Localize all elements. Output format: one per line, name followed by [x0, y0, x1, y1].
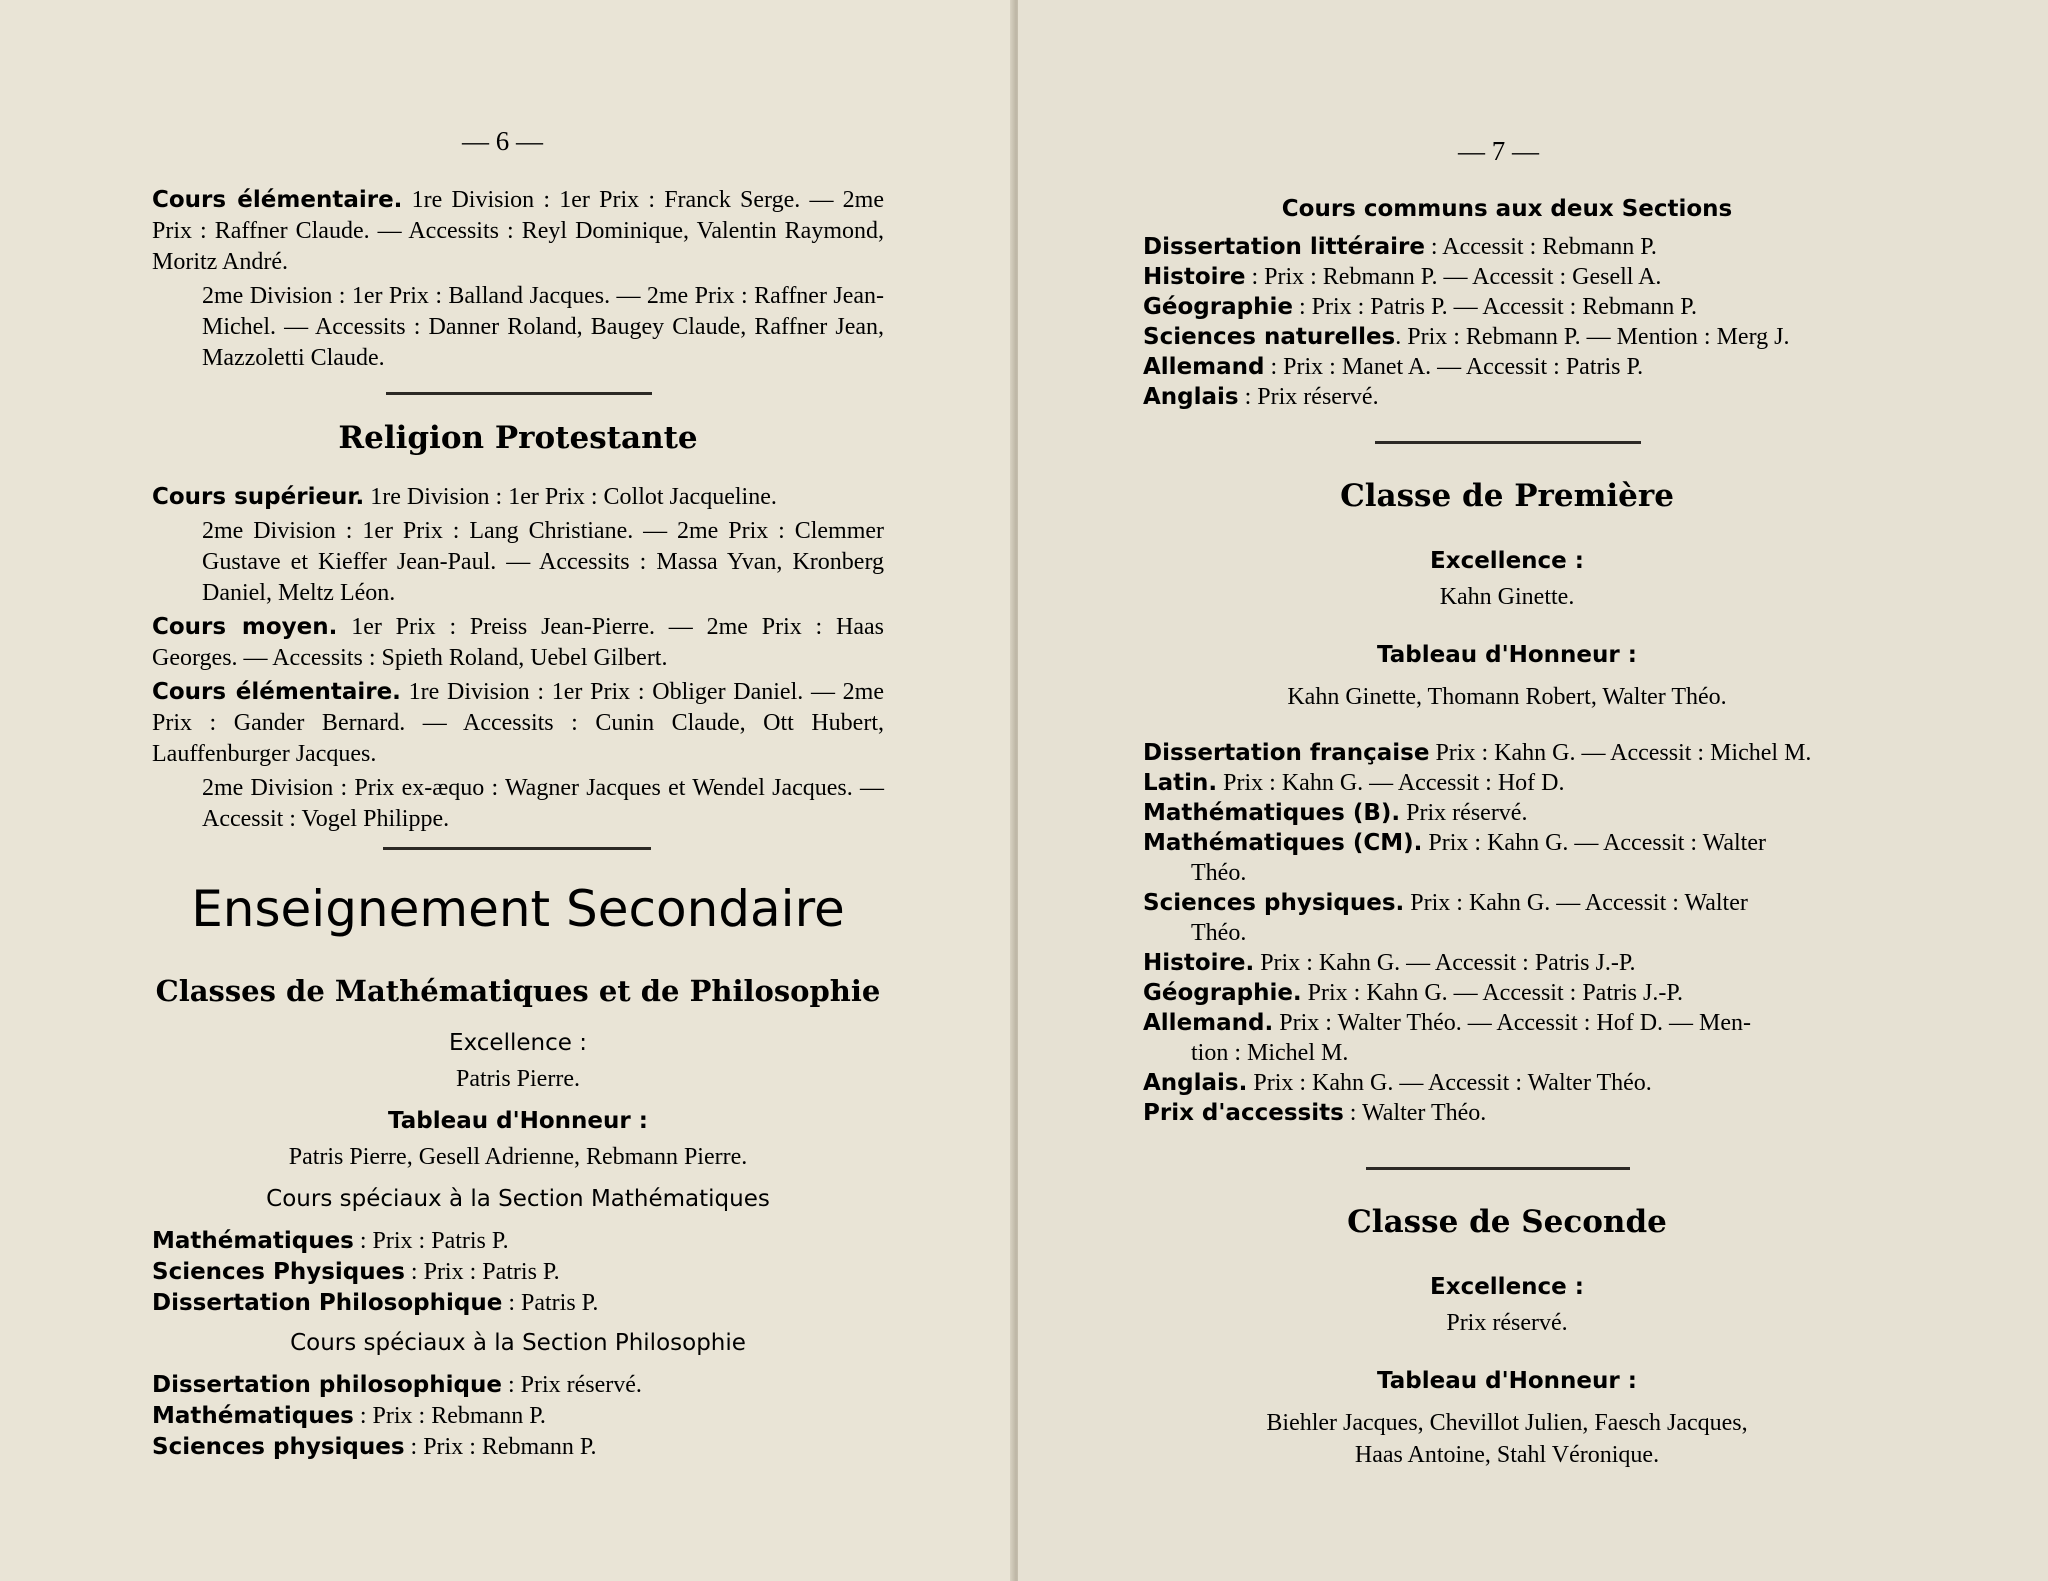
religion-block	[152, 482, 884, 838]
section-heading-secondaire: Enseignement Secondaire	[191, 880, 845, 938]
entry-text: : Prix : Rebmann P.	[353, 1403, 546, 1429]
entry-label: Histoire.	[1143, 950, 1255, 976]
excellence-value: Kahn Ginette.	[1439, 584, 1575, 610]
entry-text: Prix : Kahn G. — Accessit : Walter	[1422, 830, 1766, 856]
entry-text: : Prix : Patris P.	[353, 1228, 509, 1254]
page-number-right: — 7 —	[1458, 136, 1539, 166]
entry-label: Dissertation philosophique	[152, 1372, 502, 1398]
entry-text: : Accessit : Rebmann P.	[1424, 234, 1657, 260]
entry-text: : Prix : Rebmann P.	[404, 1434, 597, 1460]
entry-text: Prix : Kahn G. — Accessit : Walter	[1404, 890, 1748, 916]
excellence-label: Excellence :	[449, 1030, 587, 1056]
philo-section-title: Cours spéciaux à la Section Philosophie	[290, 1330, 746, 1356]
entry-label: Sciences Physiques	[152, 1259, 405, 1285]
honneur-label: Tableau d'Honneur :	[1377, 1368, 1637, 1394]
divider	[386, 392, 652, 395]
entry-text: . Prix : Rebmann P. — Mention : Merg J.	[1395, 324, 1790, 350]
philo-items	[152, 1370, 852, 1463]
entry-label: Géographie	[1143, 294, 1293, 320]
entry-continuation: Théo.	[1191, 920, 1247, 946]
honneur-label: Tableau d'Honneur :	[388, 1108, 648, 1134]
entry-label: Sciences physiques.	[1143, 890, 1405, 916]
entry-label: Prix d'accessits	[1143, 1100, 1344, 1126]
entry-label: Cours moyen.	[152, 614, 338, 640]
entry-label: Dissertation Philosophique	[152, 1290, 503, 1316]
entry-text: Prix : Kahn G. — Accessit : Walter Théo.	[1247, 1070, 1652, 1096]
entry-text: : Walter Théo.	[1343, 1100, 1487, 1126]
entry-text: Prix réservé.	[1400, 800, 1528, 826]
entry-label: Mathématiques	[152, 1403, 354, 1429]
page-number-left: — 6 —	[462, 126, 543, 156]
entry-label: Cours élémentaire.	[152, 679, 401, 705]
entry-continuation: tion : Michel M.	[1191, 1040, 1349, 1066]
divider	[1375, 441, 1641, 444]
divider	[1366, 1167, 1630, 1170]
entry-label: Mathématiques (B).	[1143, 800, 1401, 826]
entry-text: 1er Prix : Preiss Jean-Pierre. — 2me Prix : Haas Georges. — Accessits : Spieth Roland, Uebel Gilbert.	[152, 614, 884, 671]
section-heading-seconde: Classe de Seconde	[1347, 1204, 1667, 1240]
entry-text: 2me Division : 1er Prix : Balland Jacques. — 2me Prix : Raffner Jean-Michel. — Accessits : Danner Roland, Baugey Claude, Raffner Jean, Mazzoletti Claude.	[202, 283, 884, 371]
excellence-value: Patris Pierre.	[456, 1066, 580, 1092]
entry-text: Prix : Kahn G. — Accessit : Patris J.-P.	[1301, 980, 1683, 1006]
entry-text: : Prix : Manet A. — Accessit : Patris P.	[1264, 354, 1644, 380]
entry-label: Anglais	[1143, 384, 1239, 410]
entry-text: Prix : Kahn G. — Accessit : Michel M.	[1429, 740, 1812, 766]
entry-label: Latin.	[1143, 770, 1218, 796]
excellence-label: Excellence :	[1430, 1274, 1584, 1300]
excellence-label: Excellence :	[1430, 548, 1584, 574]
entry-label: Sciences naturelles	[1143, 324, 1396, 350]
entry-text: : Prix réservé.	[501, 1372, 642, 1398]
entry-label: Mathématiques	[152, 1228, 354, 1254]
entry-text: 1re Division : 1er Prix : Obliger Daniel. — 2me Prix : Gander Bernard. — Accessits : Cunin Claude, Ott Hubert, Lauffenburger Jacques.	[152, 679, 884, 767]
cours-elementaire-block	[152, 185, 884, 377]
section-heading-religion: Religion Protestante	[338, 420, 698, 456]
entry-label: Dissertation littéraire	[1143, 234, 1425, 260]
section-heading-premiere: Classe de Première	[1340, 478, 1674, 514]
entry-text: 1re Division : 1er Prix : Franck Serge. — 2me Prix : Raffner Claude. — Accessits : Reyl Dominique, Valentin Raymond, Moritz André.	[152, 187, 885, 275]
premiere-items	[1143, 738, 1871, 1128]
entry-text: Prix : Kahn G. — Accessit : Patris J.-P.	[1254, 950, 1636, 976]
entry-label: Histoire	[1143, 264, 1246, 290]
entry-text: : Prix réservé.	[1238, 384, 1379, 410]
honneur-value: Patris Pierre, Gesell Adrienne, Rebmann Pierre.	[288, 1144, 748, 1170]
entry-continuation: Théo.	[1191, 860, 1247, 886]
entry-text: 2me Division : Prix ex-æquo : Wagner Jacques et Wendel Jacques. — Accessit : Vogel Philippe.	[202, 775, 884, 832]
entry-label: Mathématiques (CM).	[1143, 830, 1423, 856]
excellence-value: Prix réservé.	[1446, 1310, 1568, 1336]
entry-label: Allemand	[1143, 354, 1265, 380]
entry-text: : Prix : Rebmann P. — Accessit : Gesell A.	[1245, 264, 1662, 290]
divider	[383, 847, 651, 850]
classes-heading: Classes de Mathématiques et de Philosophie	[155, 974, 881, 1008]
entry-text: : Prix : Patris P.	[404, 1259, 560, 1285]
communs-items	[1143, 232, 1871, 412]
communs-heading: Cours communs aux deux Sections	[1281, 196, 1733, 222]
entry-label: Cours supérieur.	[152, 484, 365, 510]
entry-text: 1re Division : 1er Prix : Collot Jacqueline.	[370, 484, 777, 510]
entry-label: Anglais.	[1143, 1070, 1248, 1096]
entry-text: : Prix : Patris P. — Accessit : Rebmann P.	[1292, 294, 1697, 320]
entry-text: 2me Division : 1er Prix : Lang Christiane. — 2me Prix : Clemmer Gustave et Kieffer Jean-Paul. — Accessits : Massa Yvan, Kronberg Daniel, Meltz Léon.	[202, 518, 884, 606]
entry-label: Géographie.	[1143, 980, 1302, 1006]
math-items	[152, 1226, 852, 1319]
math-section-title: Cours spéciaux à la Section Mathématiques	[266, 1186, 770, 1212]
entry-label: Sciences physiques	[152, 1434, 405, 1460]
entry-label: Dissertation française	[1143, 740, 1430, 766]
honneur-value: Biehler Jacques, Chevillot Julien, Faesch Jacques,	[1266, 1410, 1748, 1436]
honneur-label: Tableau d'Honneur :	[1377, 642, 1637, 668]
entry-label: Allemand.	[1143, 1010, 1274, 1036]
entry-text: Prix : Kahn G. — Accessit : Hof D.	[1217, 770, 1565, 796]
honneur-value: Haas Antoine, Stahl Véronique.	[1354, 1442, 1660, 1468]
entry-text: Prix : Walter Théo. — Accessit : Hof D. — Men-	[1273, 1010, 1752, 1036]
entry-label: Cours élémentaire.	[152, 187, 403, 213]
honneur-value: Kahn Ginette, Thomann Robert, Walter Théo.	[1287, 684, 1727, 710]
entry-text: : Patris P.	[502, 1290, 599, 1316]
